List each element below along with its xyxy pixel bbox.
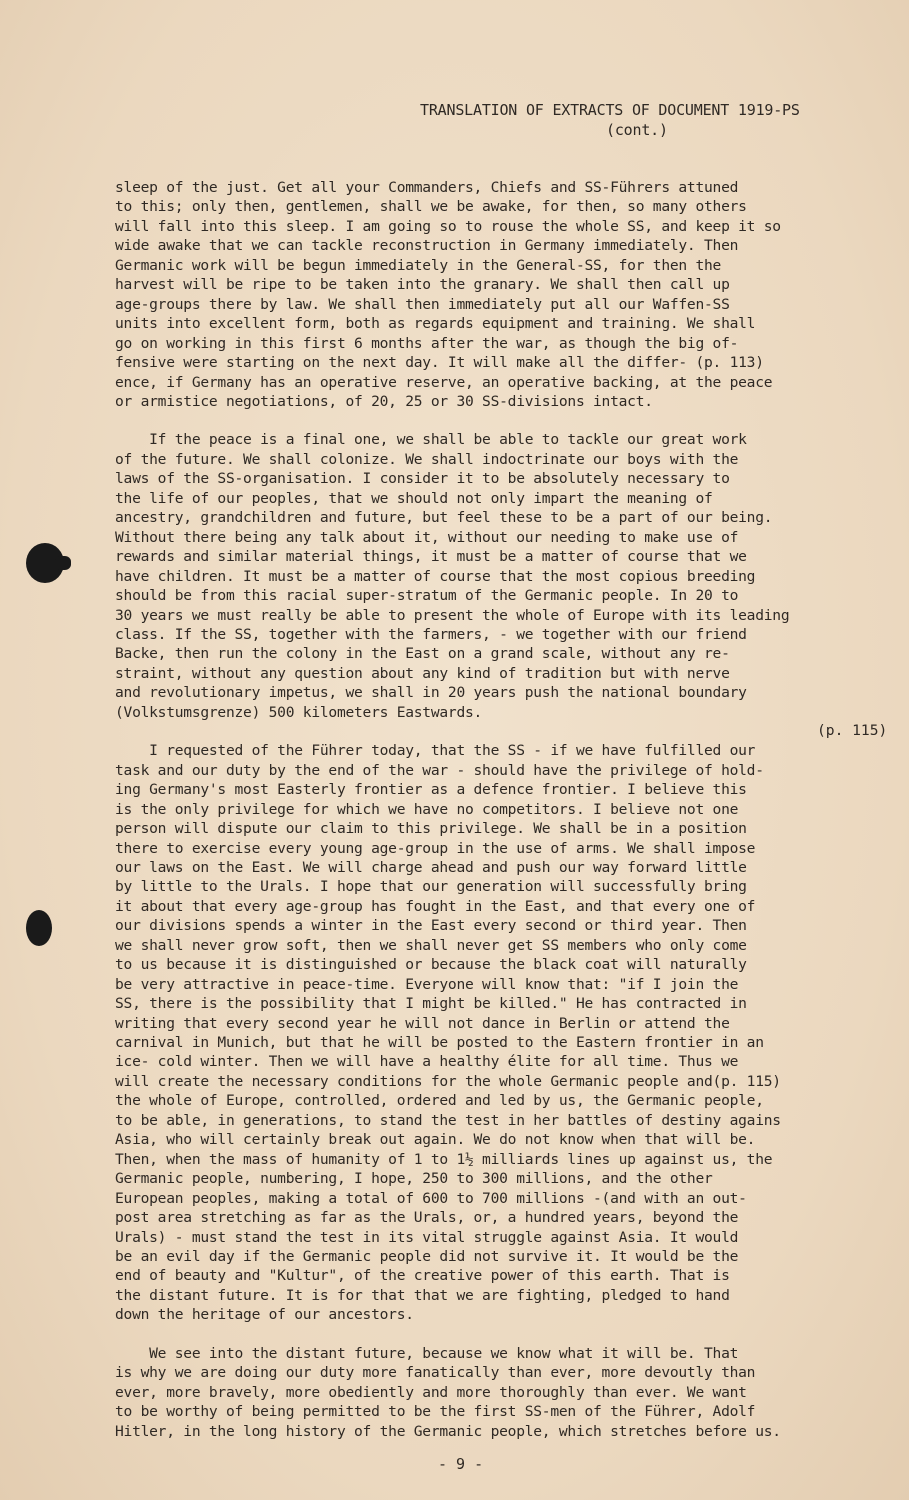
- paragraph: [115, 1344, 875, 1441]
- text-line: ence, if Germany has an operative reserve, an operative backing, at the peace: [115, 373, 773, 391]
- text-line: to be able, in generations, to stand the test in her battles of destiny agains: [115, 1111, 781, 1129]
- text-line: We see into the distant future, because we know what it will be. That: [115, 1344, 739, 1362]
- text-line: should be from this racial super-stratum of the Germanic people. In 20 to: [115, 587, 739, 605]
- text-line: straint, without any question about any kind of tradition but with nerve: [115, 664, 730, 682]
- text-line: (Volkstumsgrenze) 500 kilometers Eastwards.: [115, 703, 483, 721]
- paragraph: [115, 430, 875, 722]
- text-line: Hitler, in the long history of the Germanic people, which stretches before us.: [115, 1422, 781, 1440]
- text-line: is why we are doing our duty more fanatically than ever, more devoutly than: [115, 1364, 756, 1382]
- text-line: end of beauty and "Kultur", of the creative power of this earth. That is: [115, 1267, 730, 1285]
- text-line: be very attractive in peace-time. Everyone will know that: "if I join the: [115, 975, 739, 993]
- text-line: laws of the SS-organisation. I consider it to be absolutely necessary to: [115, 470, 730, 488]
- text-line: carnival in Munich, but that he will be posted to the Eastern frontier in an: [115, 1034, 764, 1052]
- text-line: or armistice negotiations, of 20, 25 or 30 SS-divisions intact.: [115, 392, 653, 410]
- text-line: rewards and similar material things, it must be a matter of course that we: [115, 548, 747, 566]
- text-line: If the peace is a final one, we shall be able to tackle our great work: [115, 431, 747, 449]
- page-reference: (p. 115): [817, 722, 888, 739]
- text-line: down the heritage of our ancestors.: [115, 1306, 414, 1324]
- text-line: to be worthy of being permitted to be the first SS-men of the Führer, Adolf: [115, 1403, 756, 1421]
- text-line: to this; only then, gentlemen, shall we be awake, for then, so many others: [115, 198, 747, 216]
- text-line: I requested of the Führer today, that the SS - if we have fulfilled our: [115, 742, 756, 760]
- paragraph-gap: [115, 1325, 875, 1344]
- paragraph: [115, 741, 875, 1325]
- text-line: Asia, who will certainly break out again. We do not know when that will be.: [115, 1131, 756, 1149]
- text-line: Then, when the mass of humanity of 1 to 1½ milliards lines up against us, the: [115, 1150, 773, 1168]
- text-line: Urals) - must stand the test in its vital struggle against Asia. It would: [115, 1228, 739, 1246]
- text-line: SS, there is the possibility that I might be killed." He has contracted in: [115, 995, 747, 1013]
- text-line: European peoples, making a total of 600 to 700 millions -(and with an out-: [115, 1189, 747, 1207]
- text-line: have children. It must be a matter of course that the most copious breeding: [115, 567, 756, 585]
- text-line: and revolutionary impetus, we shall in 20 years push the national boundary: [115, 684, 747, 702]
- text-line: writing that every second year he will not dance in Berlin or attend the: [115, 1014, 730, 1032]
- text-line: is the only privilege for which we have no competitors. I believe not one: [115, 800, 739, 818]
- text-line: the distant future. It is for that that we are fighting, pledged to hand: [115, 1286, 730, 1304]
- text-line: sleep of the just. Get all your Commanders, Chiefs and SS-Führers attuned: [115, 179, 739, 196]
- punch-hole: [26, 910, 52, 946]
- text-line: post area stretching as far as the Urals, or, a hundred years, beyond the: [115, 1209, 739, 1227]
- text-line: age-groups there by law. We shall then immediately put all our Waffen-SS: [115, 295, 730, 313]
- paragraph-gap: [115, 411, 875, 430]
- text-line: will create the necessary conditions for the whole Germanic people and(p. 115): [115, 1072, 781, 1090]
- text-line: ever, more bravely, more obediently and more thoroughly than ever. We want: [115, 1383, 747, 1401]
- text-line: to us because it is distinguished or because the black coat will naturally: [115, 956, 747, 974]
- text-line: Germanic work will be begun immediately in the General-SS, for then the: [115, 256, 722, 274]
- document-header: [420, 100, 860, 140]
- text-line: ancestry, grandchildren and future, but feel these to be a part of our being.: [115, 509, 773, 527]
- text-line: it about that every age-group has fought in the East, and that every one of: [115, 897, 756, 915]
- continued-label: (cont.): [606, 121, 668, 139]
- text-line: units into excellent form, both as regards equipment and training. We shall: [115, 315, 756, 333]
- text-line: class. If the SS, together with the farmers, - we together with our friend: [115, 625, 747, 643]
- paragraph: [115, 178, 875, 411]
- text-line: go on working in this first 6 months after the war, as though the big of-: [115, 334, 739, 352]
- text-line: there to exercise every young age-group in the use of arms. We shall impose: [115, 839, 756, 857]
- text-line: of the future. We shall colonize. We shall indoctrinate our boys with the: [115, 450, 739, 468]
- text-line: the life of our peoples, that we should not only impart the meaning of: [115, 489, 713, 507]
- page-number: - 9 -: [438, 1455, 484, 1473]
- text-line: be an evil day if the Germanic people did not survive it. It would be the: [115, 1248, 739, 1266]
- text-line: Backe, then run the colony in the East on a grand scale, without any re-: [115, 645, 730, 663]
- text-line: our divisions spends a winter in the East every second or third year. Then: [115, 917, 747, 935]
- text-line: will fall into this sleep. I am going so to rouse the whole SS, and keep it so: [115, 217, 781, 235]
- punch-hole-tear: [55, 556, 71, 570]
- text-line: Without there being any talk about it, without our needing to make use of: [115, 528, 739, 546]
- document-title: TRANSLATION OF EXTRACTS OF DOCUMENT 1919-PS: [420, 101, 800, 119]
- text-line: ing Germany's most Easterly frontier as a defence frontier. I believe this: [115, 781, 747, 799]
- text-line: 30 years we must really be able to present the whole of Europe with its leading: [115, 606, 790, 624]
- text-line: our laws on the East. We will charge ahead and push our way forward little: [115, 858, 747, 876]
- text-line: ice- cold winter. Then we will have a healthy élite for all time. Thus we: [115, 1053, 739, 1071]
- text-line: fensive were starting on the next day. It will make all the differ- (p. 113): [115, 354, 764, 372]
- text-line: the whole of Europe, controlled, ordered and led by us, the Germanic people,: [115, 1092, 764, 1110]
- text-line: person will dispute our claim to this privilege. We shall be in a position: [115, 820, 747, 838]
- text-line: Germanic people, numbering, I hope, 250 to 300 millions, and the other: [115, 1170, 713, 1188]
- paragraph-gap: [115, 722, 875, 741]
- text-line: task and our duty by the end of the war - should have the privilege of hold-: [115, 761, 764, 779]
- document-body: [115, 178, 875, 1441]
- text-line: by little to the Urals. I hope that our generation will successfully bring: [115, 878, 747, 896]
- text-line: harvest will be ripe to be taken into the granary. We shall then call up: [115, 276, 730, 294]
- text-line: wide awake that we can tackle reconstruction in Germany immediately. Then: [115, 237, 739, 255]
- text-line: we shall never grow soft, then we shall never get SS members who only come: [115, 936, 747, 954]
